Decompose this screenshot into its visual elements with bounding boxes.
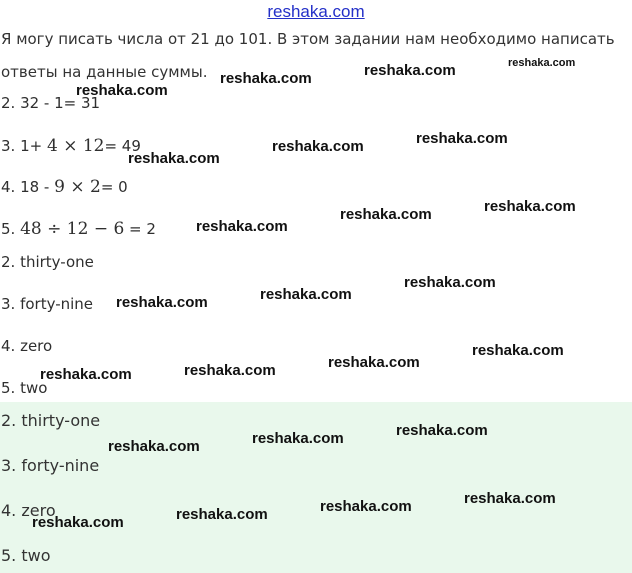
watermark: reshaka.com — [328, 354, 420, 371]
watermark: reshaka.com — [220, 70, 312, 87]
watermark: reshaka.com — [32, 514, 124, 531]
expression-3-prefix: 3. 1+ — [1, 137, 47, 155]
watermark: reshaka.com — [404, 274, 496, 291]
answer-highlighted-2: 3. forty-nine — [1, 456, 100, 475]
watermark: reshaka.com — [272, 138, 364, 155]
expression-4-prefix: 4. 18 - — [1, 178, 55, 196]
watermark: reshaka.com — [116, 294, 208, 311]
expression-2: 2. 32 - 1= 31 — [1, 94, 101, 112]
watermark: reshaka.com — [396, 422, 488, 439]
expression-4-math: 9 × 2 — [54, 177, 101, 197]
watermark: reshaka.com — [464, 490, 556, 507]
watermark: reshaka.com — [340, 206, 432, 223]
watermark: reshaka.com — [128, 150, 220, 167]
expression-5-prefix: 5. — [1, 220, 21, 238]
expression-5-math: 48 ÷ 12 − 6 — [20, 219, 125, 239]
expression-4 — [1, 177, 128, 197]
watermark: reshaka.com — [416, 130, 508, 147]
watermark: reshaka.com — [184, 362, 276, 379]
watermark: reshaka.com — [252, 430, 344, 447]
watermark: reshaka.com — [196, 218, 288, 235]
watermark: reshaka.com — [364, 62, 456, 79]
watermark: reshaka.com — [472, 342, 564, 359]
expression-3 — [1, 136, 141, 156]
watermark: reshaka.com — [260, 286, 352, 303]
expression-5 — [1, 219, 156, 239]
answer-plain-4: 5. two — [1, 379, 48, 397]
answer-highlighted-3: 4. zero — [1, 501, 56, 520]
answer-plain-2: 3. forty-nine — [1, 295, 94, 313]
watermark: reshaka.com — [484, 198, 576, 215]
expression-3-math: 4 × 12 — [46, 136, 105, 156]
watermark: reshaka.com — [176, 506, 268, 523]
watermark: reshaka.com — [320, 498, 412, 515]
watermark: reshaka.com — [40, 366, 132, 383]
watermark: reshaka.com — [508, 57, 576, 69]
answer-plain-3: 4. zero — [1, 337, 53, 355]
watermark: reshaka.com — [108, 438, 200, 455]
intro-line-1: Я могу писать числа от 21 до 101. В этом задании нам необходимо написать — [1, 30, 615, 48]
answer-plain-1: 2. thirty-one — [1, 253, 94, 271]
answer-highlighted-1: 2. thirty-one — [1, 411, 101, 430]
watermark: reshaka.com — [76, 82, 168, 99]
intro-line-2: ответы на данные суммы. — [1, 63, 208, 81]
answer-highlighted-4: 5. two — [1, 546, 51, 565]
site-watermark-link[interactable]: reshaka.com — [267, 2, 365, 21]
expression-4-suffix: = 0 — [100, 178, 128, 196]
expression-3-suffix: = 49 — [104, 137, 141, 155]
expression-5-suffix: = 2 — [124, 220, 156, 238]
